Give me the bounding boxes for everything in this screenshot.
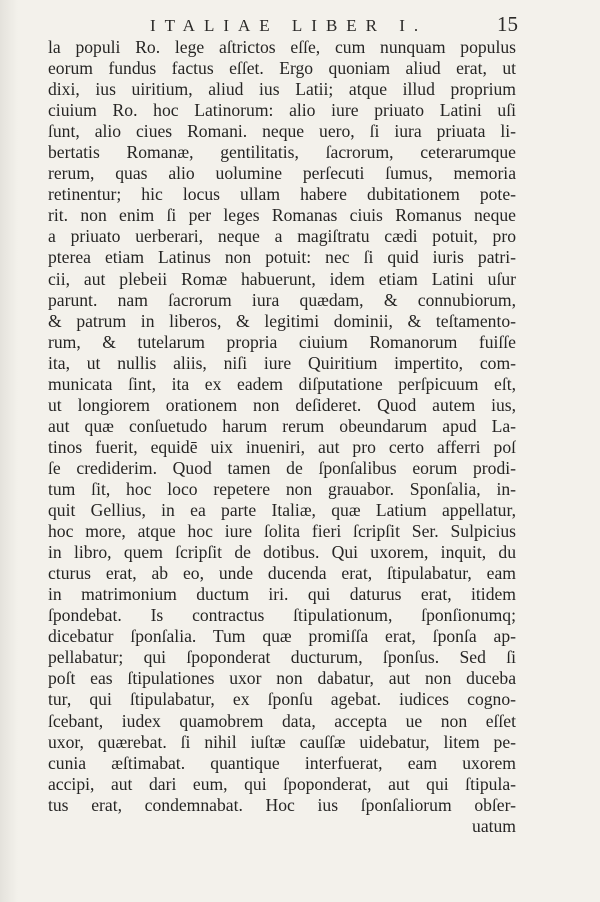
catchword: uatum	[472, 815, 516, 836]
text-line: cii, aut plebeii Romæ habuerunt, idem etiam Latini uſur	[48, 268, 516, 289]
text-line: cturus erat, ab eo, unde ducenda erat, ſtipulabatur, eam	[48, 563, 516, 584]
text-line: retinentur; hic locus ullam habere dubitationem pote-	[48, 184, 516, 205]
text-line: ſunt, alio ciues Romani. neque uero, ſi iura priuata li-	[48, 121, 516, 142]
text-line: ſe crediderim. Quod tamen de ſponſalibus eorum prodi-	[48, 457, 516, 478]
text-line: pterea etiam Latinus non potuit: nec ſi quid iuris patri-	[48, 247, 516, 268]
text-line: in matrimonium ductum iri. qui daturus erat, itidem	[48, 584, 516, 605]
text-line: la populi Ro. lege aſtrictos eſſe, cum nunquam populus	[48, 37, 516, 57]
text-line: rerum, quas alio uolumine perſecuti ſumus, memoria	[48, 163, 516, 184]
text-line: tinos fuerit, equidē uix inueniri, aut pro certo afferri poſ	[48, 436, 516, 457]
page-number: 15	[497, 12, 518, 36]
text-line: cunia æſtimabat. quantique interfuerat, eam uxorem	[48, 752, 516, 773]
text-line: tus erat, condemnabat. Hoc ius ſponſaliorum obſer-	[48, 794, 516, 815]
text-line: bertatis Romanæ, gentilitatis, ſacrorum, ceterarumque	[48, 142, 516, 163]
running-title: ITALIAE LIBER I.	[150, 16, 428, 35]
page-gutter-shadow	[0, 0, 18, 902]
text-line: rit. non enim ſi per leges Romanas ciuis Romanus neque	[48, 205, 516, 226]
text-line: ſcebant, iudex quamobrem data, accepta ue non eſſet	[48, 710, 516, 731]
text-line: hoc more, atque hoc iure ſolita fieri ſcripſit Ser. Sulpicius	[48, 521, 516, 542]
text-line: pellabatur; qui ſpoponderat ducturum, ſponſus. Sed ſi	[48, 647, 516, 668]
text-line: ciuium Ro. hoc Latinorum: alio iure priuato Latini uſi	[48, 100, 516, 121]
text-line: ut longiorem orationem non deſideret. Quod autem ius,	[48, 394, 516, 415]
text-line: tur, qui ſtipulabatur, ex ſponſu agebat. iudices cogno-	[48, 689, 516, 710]
text-line: tum ſit, hoc loco repetere non grauabor. Sponſalia, in-	[48, 478, 516, 499]
text-line: quit Gellius, in ea parte Italiæ, quæ Latium appellatur,	[48, 500, 516, 521]
text-line: & patrum in liberos, & legitimi dominii, & teſtamento-	[48, 310, 516, 331]
text-line: uxor, quærebat. ſi nihil iuſtæ cauſſæ uidebatur, litem pe-	[48, 731, 516, 752]
text-line: eorum fundus factus eſſet. Ergo quoniam aliud erat, ut	[48, 58, 516, 79]
text-line: in libro, quem ſcripſit de dotibus. Qui uxorem, inquit, du	[48, 542, 516, 563]
text-line: municata ſint, ita ex eadem diſputatione perſpicuum eſt,	[48, 373, 516, 394]
text-line: ita, ut nullis aliis, niſi iure Quiritium impertito, com-	[48, 352, 516, 373]
body-text	[48, 37, 516, 837]
text-line: a priuato uerberari, neque a magiſtratu cædi potuit, pro	[48, 226, 516, 247]
text-line: rum, & tutelarum propria ciuium Romanorum fuiſſe	[48, 331, 516, 352]
text-line: parunt. nam ſacrorum iura quædam, & connubiorum,	[48, 289, 516, 310]
text-line: accipi, aut dari eum, qui ſpoponderat, aut qui ſtipula-	[48, 773, 516, 794]
text-line: aut quæ conſuetudo harum rerum obeundarum apud La-	[48, 415, 516, 436]
page-header	[0, 12, 600, 38]
text-line: dicebatur ſponſalia. Tum quæ promiſſa erat, ſponſa ap-	[48, 626, 516, 647]
text-line: ſpondebat. Is contractus ſtipulationum, ſponſionumq;	[48, 605, 516, 626]
text-line: dixi, ius uiritium, aliud ius Latii; atque illud proprium	[48, 79, 516, 100]
text-line: poſt eas ſtipulationes uxor non dabatur, aut non duceba	[48, 668, 516, 689]
